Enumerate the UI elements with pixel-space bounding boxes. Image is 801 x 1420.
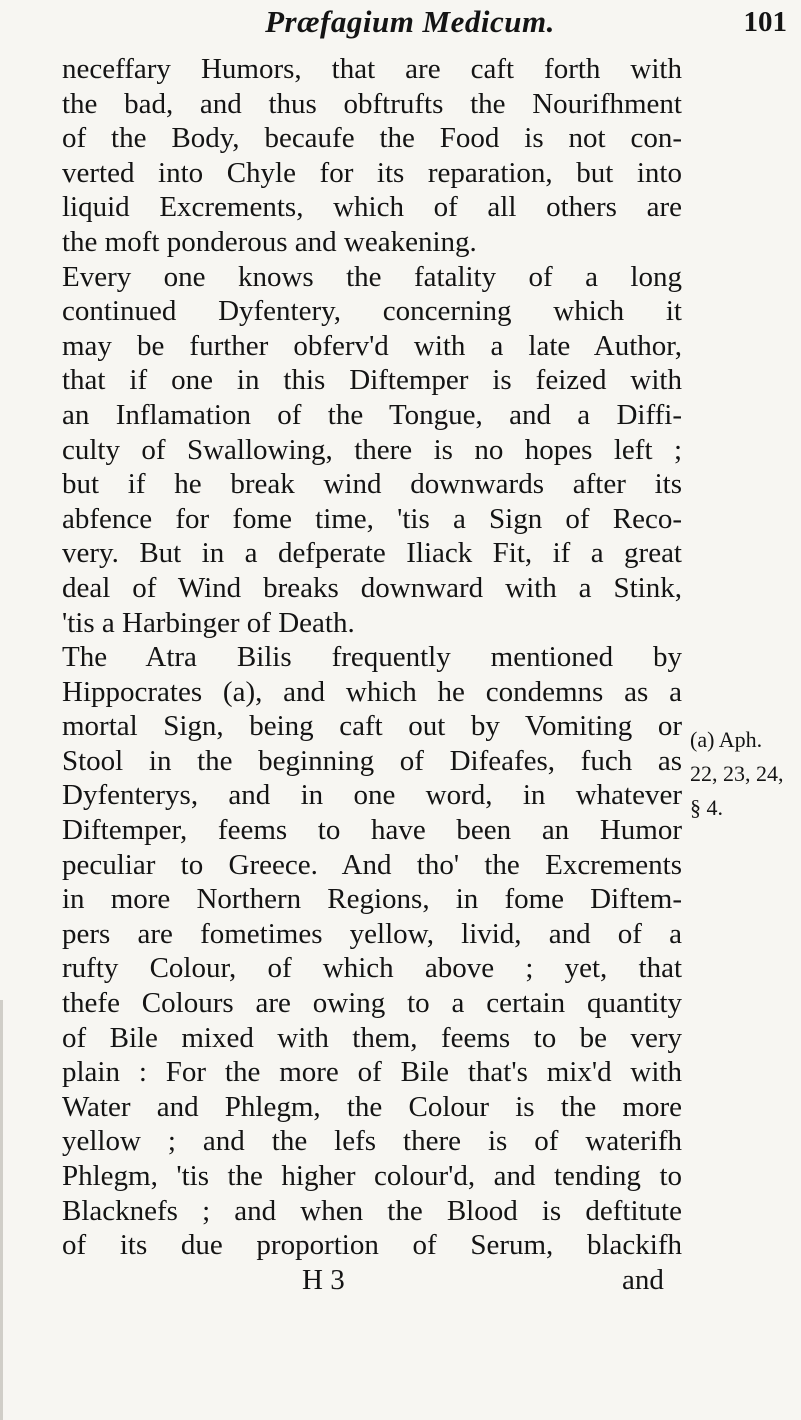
- text-line: peculiar to Greece. And tho' the Excrements: [62, 848, 682, 881]
- text-line: Hippocrates (a), and which he condemns as a: [62, 675, 682, 708]
- text-line: Phlegm, 'tis the higher colour'd, and tending to: [62, 1160, 682, 1192]
- margin-note-section: § 4.: [690, 795, 723, 820]
- text-line: deal of Wind breaks downward with a Stink,: [62, 571, 682, 604]
- text-line: the moft ponderous and weakening.: [62, 225, 477, 258]
- text-line: of its due proportion of Serum, blackifh: [62, 1229, 682, 1262]
- text-line: Stool in the beginning of Difeafes, fuch as: [62, 744, 682, 777]
- text-line: thefe Colours are owing to a certain quantity: [62, 987, 682, 1020]
- text-line: culty of Swallowing, there is no hopes left ;: [62, 433, 682, 466]
- text-line: yellow ; and the lefs there is of waterifh: [62, 1125, 682, 1158]
- footer-line: [62, 1263, 682, 1298]
- text-line: Water and Phlegm, the Colour is the more: [62, 1090, 682, 1123]
- text-line: continued Dyfentery, concerning which it: [62, 295, 682, 328]
- margin-note-aphorisms: 22, 23, 24,: [690, 761, 784, 786]
- text-line: 'tis a Harbinger of Death.: [62, 606, 355, 639]
- text-line: of Bile mixed with them, feems to be very: [62, 1021, 682, 1054]
- body-text: [62, 52, 682, 1297]
- text-line: verted into Chyle for its reparation, but into: [62, 156, 682, 189]
- text-line: neceffary Humors, that are caft forth with: [62, 53, 682, 85]
- text-line: of the Body, becaufe the Food is not con-: [62, 122, 682, 155]
- text-line: Diftemper, feems to have been an Humor: [62, 814, 682, 847]
- signature-mark: H 3: [302, 1263, 345, 1296]
- text-line: rufty Colour, of which above ; yet, that: [62, 952, 682, 985]
- page-number: 101: [743, 6, 787, 38]
- text-line: very. But in a defperate Iliack Fit, if a great: [62, 537, 682, 570]
- text-line: The Atra Bilis frequently mentioned by: [62, 641, 682, 674]
- running-title: Præfagium Medicum.: [265, 4, 555, 39]
- text-line: plain : For the more of Bile that's mix'd with: [62, 1056, 682, 1089]
- page-edge-shadow: [0, 1000, 3, 1420]
- text-line: liquid Excrements, which of all others are: [62, 191, 682, 224]
- catchword: and: [622, 1263, 664, 1296]
- text-line: abfence for fome time, 'tis a Sign of Reco-: [62, 502, 682, 535]
- text-line: in more Northern Regions, in fome Diftem-: [62, 883, 682, 916]
- text-line: the bad, and thus obftrufts the Nourifhment: [62, 87, 682, 120]
- text-line: that if one in this Diftemper is feized with: [62, 364, 682, 397]
- text-line: may be further obferv'd with a late Author,: [62, 329, 682, 362]
- text-line: Dyfenterys, and in one word, in whatever: [62, 779, 682, 812]
- margin-note-reference: (a) Aph.: [690, 727, 763, 752]
- text-line: mortal Sign, being caft out by Vomiting or: [62, 710, 682, 743]
- page-header: [0, 4, 801, 44]
- text-line: Every one knows the fatality of a long: [62, 260, 682, 293]
- text-line: pers are fometimes yellow, livid, and of a: [62, 917, 682, 950]
- text-line: but if he break wind downwards after its: [62, 468, 682, 501]
- text-line: Blacknefs ; and when the Blood is deftitute: [62, 1194, 682, 1227]
- text-line: an Inflamation of the Tongue, and a Diffi-: [62, 398, 682, 431]
